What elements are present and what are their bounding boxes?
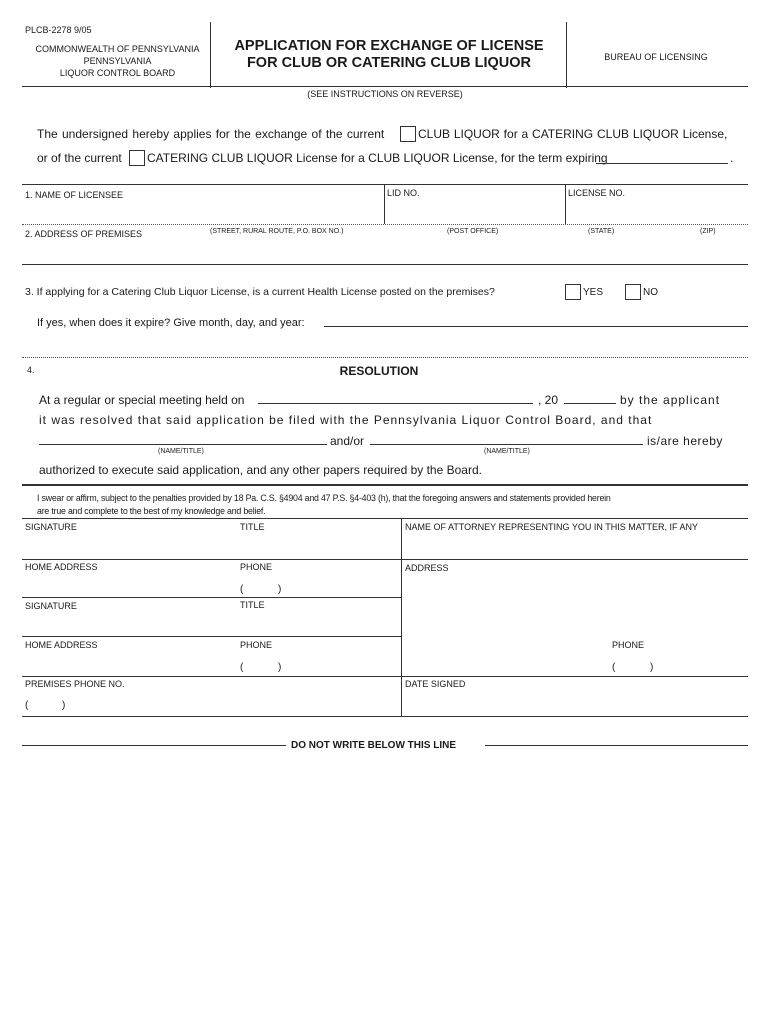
oath-line: I swear or affirm, subject to the penalties provided by 18 Pa. C.S. §4904 and 47 P.S. §4-403 (h), that the foregoing answers and statements provided herein — [37, 493, 611, 503]
phone-paren-close: ) — [278, 584, 282, 595]
grid-rule — [22, 716, 748, 717]
intro-line2-prefix: or of the current — [37, 151, 122, 165]
expiry-question: If yes, when does it expire? Give month, day, and year: — [37, 317, 305, 329]
post-office-label: (POST OFFICE) — [447, 228, 499, 235]
phone-paren-close: ) — [650, 662, 654, 673]
phone-paren-close: ) — [278, 662, 282, 673]
phone-paren-open: ( — [612, 662, 616, 673]
oath-line: are true and complete to the best of my knowledge and belief. — [37, 506, 266, 516]
period: . — [730, 151, 734, 165]
state-label: (STATE) — [588, 228, 615, 235]
instructions-note: (SEE INSTRUCTIONS ON REVERSE) — [307, 89, 463, 99]
phone-paren-open: ( — [25, 700, 29, 711]
resolution-number: 4. — [27, 365, 35, 375]
header-rule — [22, 86, 748, 87]
grid-rule — [22, 559, 748, 560]
intro-line1: The undersigned hereby applies for the exchange of the current — [37, 127, 385, 141]
bureau-label: BUREAU OF LICENSING — [604, 52, 708, 62]
name-title-field-1[interactable] — [39, 444, 327, 445]
name-title-field-2[interactable] — [370, 444, 643, 445]
name-title-caption-1: (NAME/TITLE) — [158, 448, 204, 455]
yes-checkbox[interactable] — [565, 284, 581, 300]
oath-text — [37, 492, 611, 518]
year-prefix: , 20 — [538, 393, 559, 407]
year-field[interactable] — [564, 403, 616, 404]
signature-label: SIGNATURE — [25, 601, 77, 611]
agency-block — [30, 43, 205, 79]
and-or: and/or — [330, 434, 365, 448]
agency-line: COMMONWEALTH OF PENNSYLVANIA — [35, 44, 200, 54]
expiry-date-field[interactable] — [324, 326, 748, 327]
home-address-label: HOME ADDRESS — [25, 640, 98, 650]
phone-paren-close: ) — [62, 700, 66, 711]
section-rule — [22, 224, 748, 225]
zip-label: (ZIP) — [700, 228, 716, 235]
title-label: TITLE — [240, 522, 265, 532]
title-line: FOR CLUB OR CATERING CLUB LIQUOR — [246, 55, 532, 71]
oath-rule — [22, 484, 748, 486]
agency-line: LIQUOR CONTROL BOARD — [59, 68, 176, 78]
option-catering-to-club: CATERING CLUB LIQUOR License for a CLUB LIQUOR License, for the term expiring — [147, 151, 608, 165]
yes-label: YES — [583, 287, 604, 298]
section-rule — [22, 357, 748, 358]
form-id: PLCB-2278 9/05 — [25, 25, 92, 35]
no-checkbox[interactable] — [625, 284, 641, 300]
by-the-applicant: by the applicant — [620, 393, 721, 407]
divider — [210, 22, 211, 88]
grid-rule — [22, 597, 402, 598]
agency-line: PENNSYLVANIA — [83, 56, 152, 66]
date-signed-label: DATE SIGNED — [405, 679, 466, 689]
divider — [384, 184, 385, 224]
phone-paren-open: ( — [240, 662, 244, 673]
title-line: APPLICATION FOR EXCHANGE OF LICENSE — [234, 38, 544, 54]
grid-rule — [22, 676, 748, 677]
signature-label: SIGNATURE — [25, 522, 77, 532]
is-are-hereby: is/are hereby — [647, 434, 723, 448]
name-title-caption-2: (NAME/TITLE) — [484, 448, 530, 455]
no-label: NO — [643, 287, 658, 298]
phone-label: PHONE — [240, 640, 273, 650]
license-no-label: LICENSE NO. — [568, 188, 626, 198]
option-club-to-catering: CLUB LIQUOR for a CATERING CLUB LIQUOR License, — [418, 127, 728, 141]
grid-rule — [22, 636, 402, 637]
section-rule — [22, 264, 748, 265]
section-rule — [22, 184, 748, 185]
attorney-phone-label: PHONE — [612, 640, 645, 650]
footer-rule-right — [485, 745, 748, 746]
meeting-text: At a regular or special meeting held on — [39, 393, 245, 407]
resolution-heading: RESOLUTION — [339, 364, 419, 378]
page-title — [212, 38, 566, 72]
street-label: (STREET, RURAL ROUTE, P.O. BOX NO.) — [210, 228, 344, 235]
premises-phone-label: PREMISES PHONE NO. — [25, 679, 125, 689]
meeting-date-field[interactable] — [258, 403, 533, 404]
term-expiring-field[interactable] — [596, 163, 728, 164]
authorized-text: authorized to execute said application, and any other papers required by the Board. — [39, 463, 482, 477]
name-of-licensee-label: 1. NAME OF LICENSEE — [25, 190, 124, 200]
lid-no-label: LID NO. — [387, 188, 420, 198]
health-license-question: 3. If applying for a Catering Club Liquor License, is a current Health License posted on the premises? — [25, 286, 495, 298]
resolved-text: it was resolved that said application be filed with the Pennsylvania Liquor Control Board, and that — [39, 413, 653, 427]
home-address-label: HOME ADDRESS — [25, 562, 98, 572]
grid-divider — [401, 518, 402, 716]
grid-rule — [22, 518, 748, 519]
catering-to-club-checkbox[interactable] — [129, 150, 145, 166]
phone-paren-open: ( — [240, 584, 244, 595]
address-label: ADDRESS — [405, 563, 449, 573]
club-to-catering-checkbox[interactable] — [400, 126, 416, 142]
phone-label: PHONE — [240, 562, 273, 572]
address-of-premises-label: 2. ADDRESS OF PREMISES — [25, 229, 143, 239]
title-label: TITLE — [240, 600, 265, 610]
attorney-label: NAME OF ATTORNEY REPRESENTING YOU IN THIS MATTER, IF ANY — [405, 522, 699, 532]
footer-rule-left — [22, 745, 286, 746]
divider — [565, 184, 566, 224]
do-not-write-label: DO NOT WRITE BELOW THIS LINE — [291, 740, 456, 751]
